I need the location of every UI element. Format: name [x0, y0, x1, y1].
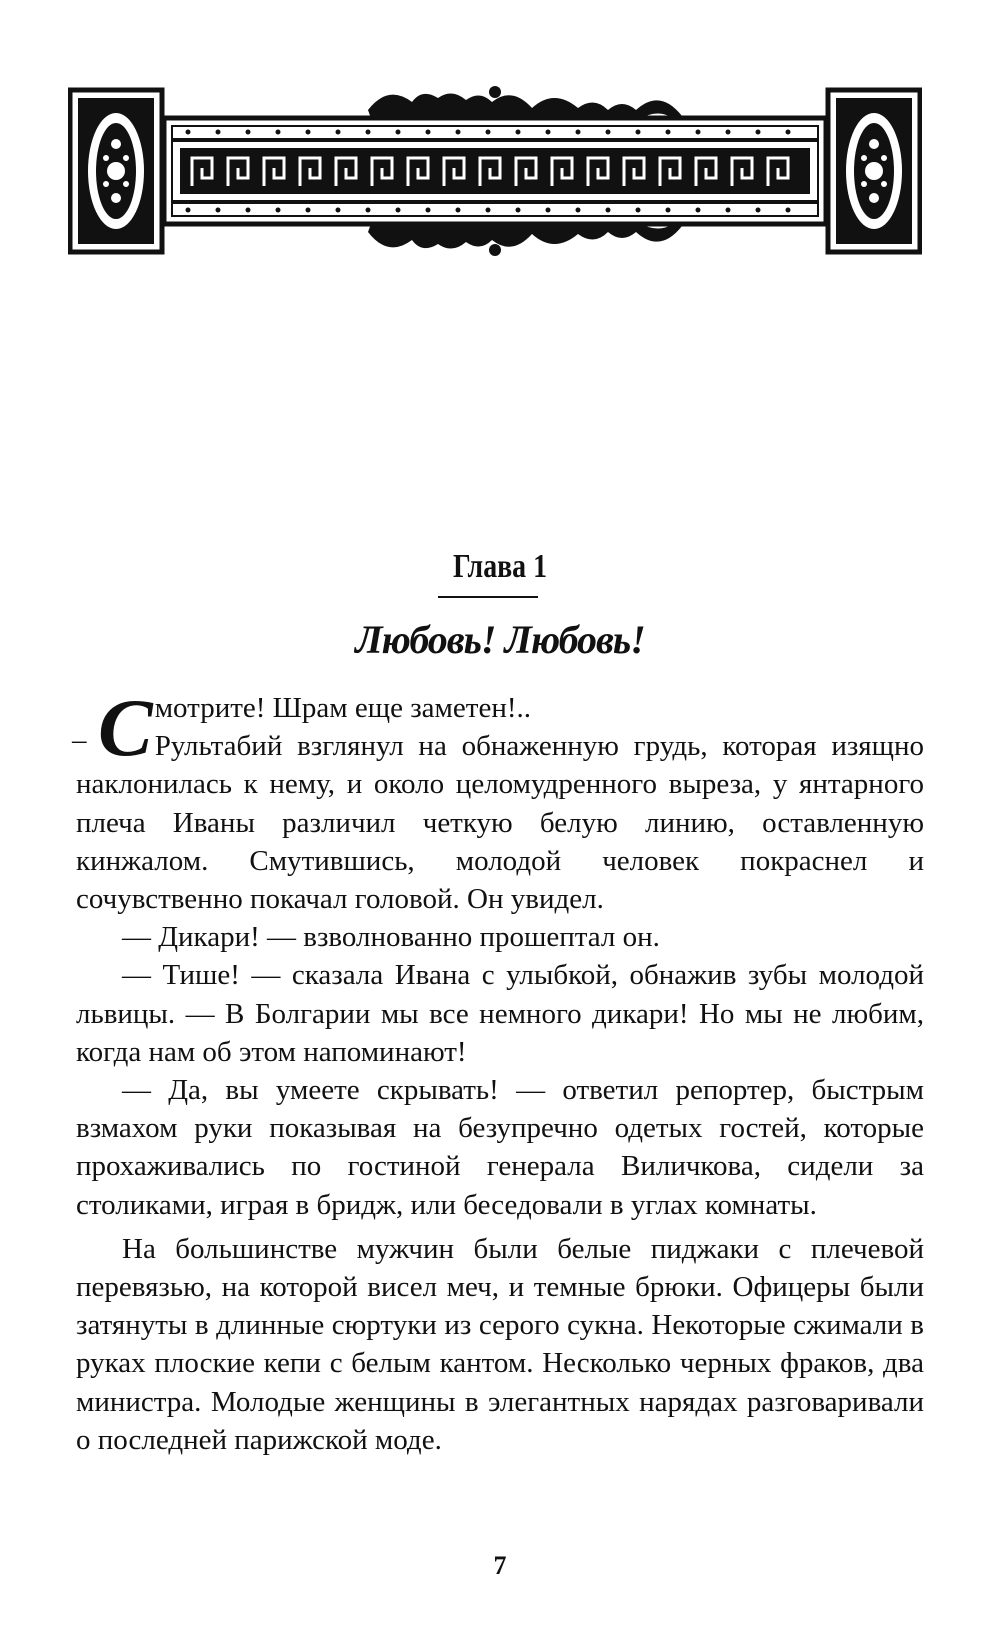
paragraph: На большинстве мужчин были белые пиджаки с плечевой перевязью, на которой висел меч, и темные брюки. Офицеры были затянуты в длинные сюртуки из серого сукна. Некоторые сжимали в руках плоские кепи с белым кантом. Несколько черных фраков, два министра. Молодые женщины в элегантных нарядах разговаривали о последней парижской моде.: [76, 1232, 924, 1456]
opening-paragraph-text: Рультабий взглянул на обнаженную грудь, которая изящно наклонилась к нему, и около целомудренного выреза, у янтарного плеча Иваны различил четкую белую линию, оставленную кинжалом. Смутившись, молодой человек покраснел и сочувственно покачал головой. Он увидел.: [76, 730, 924, 916]
title-underline: [438, 596, 538, 598]
paragraph: — Дикари! — взволнованно прошептал он.: [122, 921, 660, 954]
page-number: 7: [493, 1551, 507, 1580]
ornamental-header-icon: [68, 82, 922, 258]
chapter-body: [72, 682, 924, 1459]
opening-dash: –: [72, 724, 87, 756]
chapter-title: Глава 1: [452, 548, 548, 585]
opening-line: мотрите! Шрам еще заметен!..: [154, 692, 531, 724]
paragraph: — Да, вы умеете скрывать! — ответил репортер, быстрым взмахом руки показывая на безупречно одетых гостей, которые прохаживались по гостиной генерала Виличкова, сидели за столиками, играя в бридж, или беседовали в углах комнаты.: [76, 1074, 924, 1221]
paragraph: — Тише! — сказала Ивана с улыбкой, обнажив зубы молодой львицы. — В Болгарии мы все немного дикари! Но мы не любим, когда нам об этом напоминают!: [76, 959, 924, 1068]
drop-cap: С: [98, 682, 153, 773]
chapter-subtitle: Любовь! Любовь!: [355, 617, 645, 662]
opening-paragraph: [72, 682, 924, 918]
